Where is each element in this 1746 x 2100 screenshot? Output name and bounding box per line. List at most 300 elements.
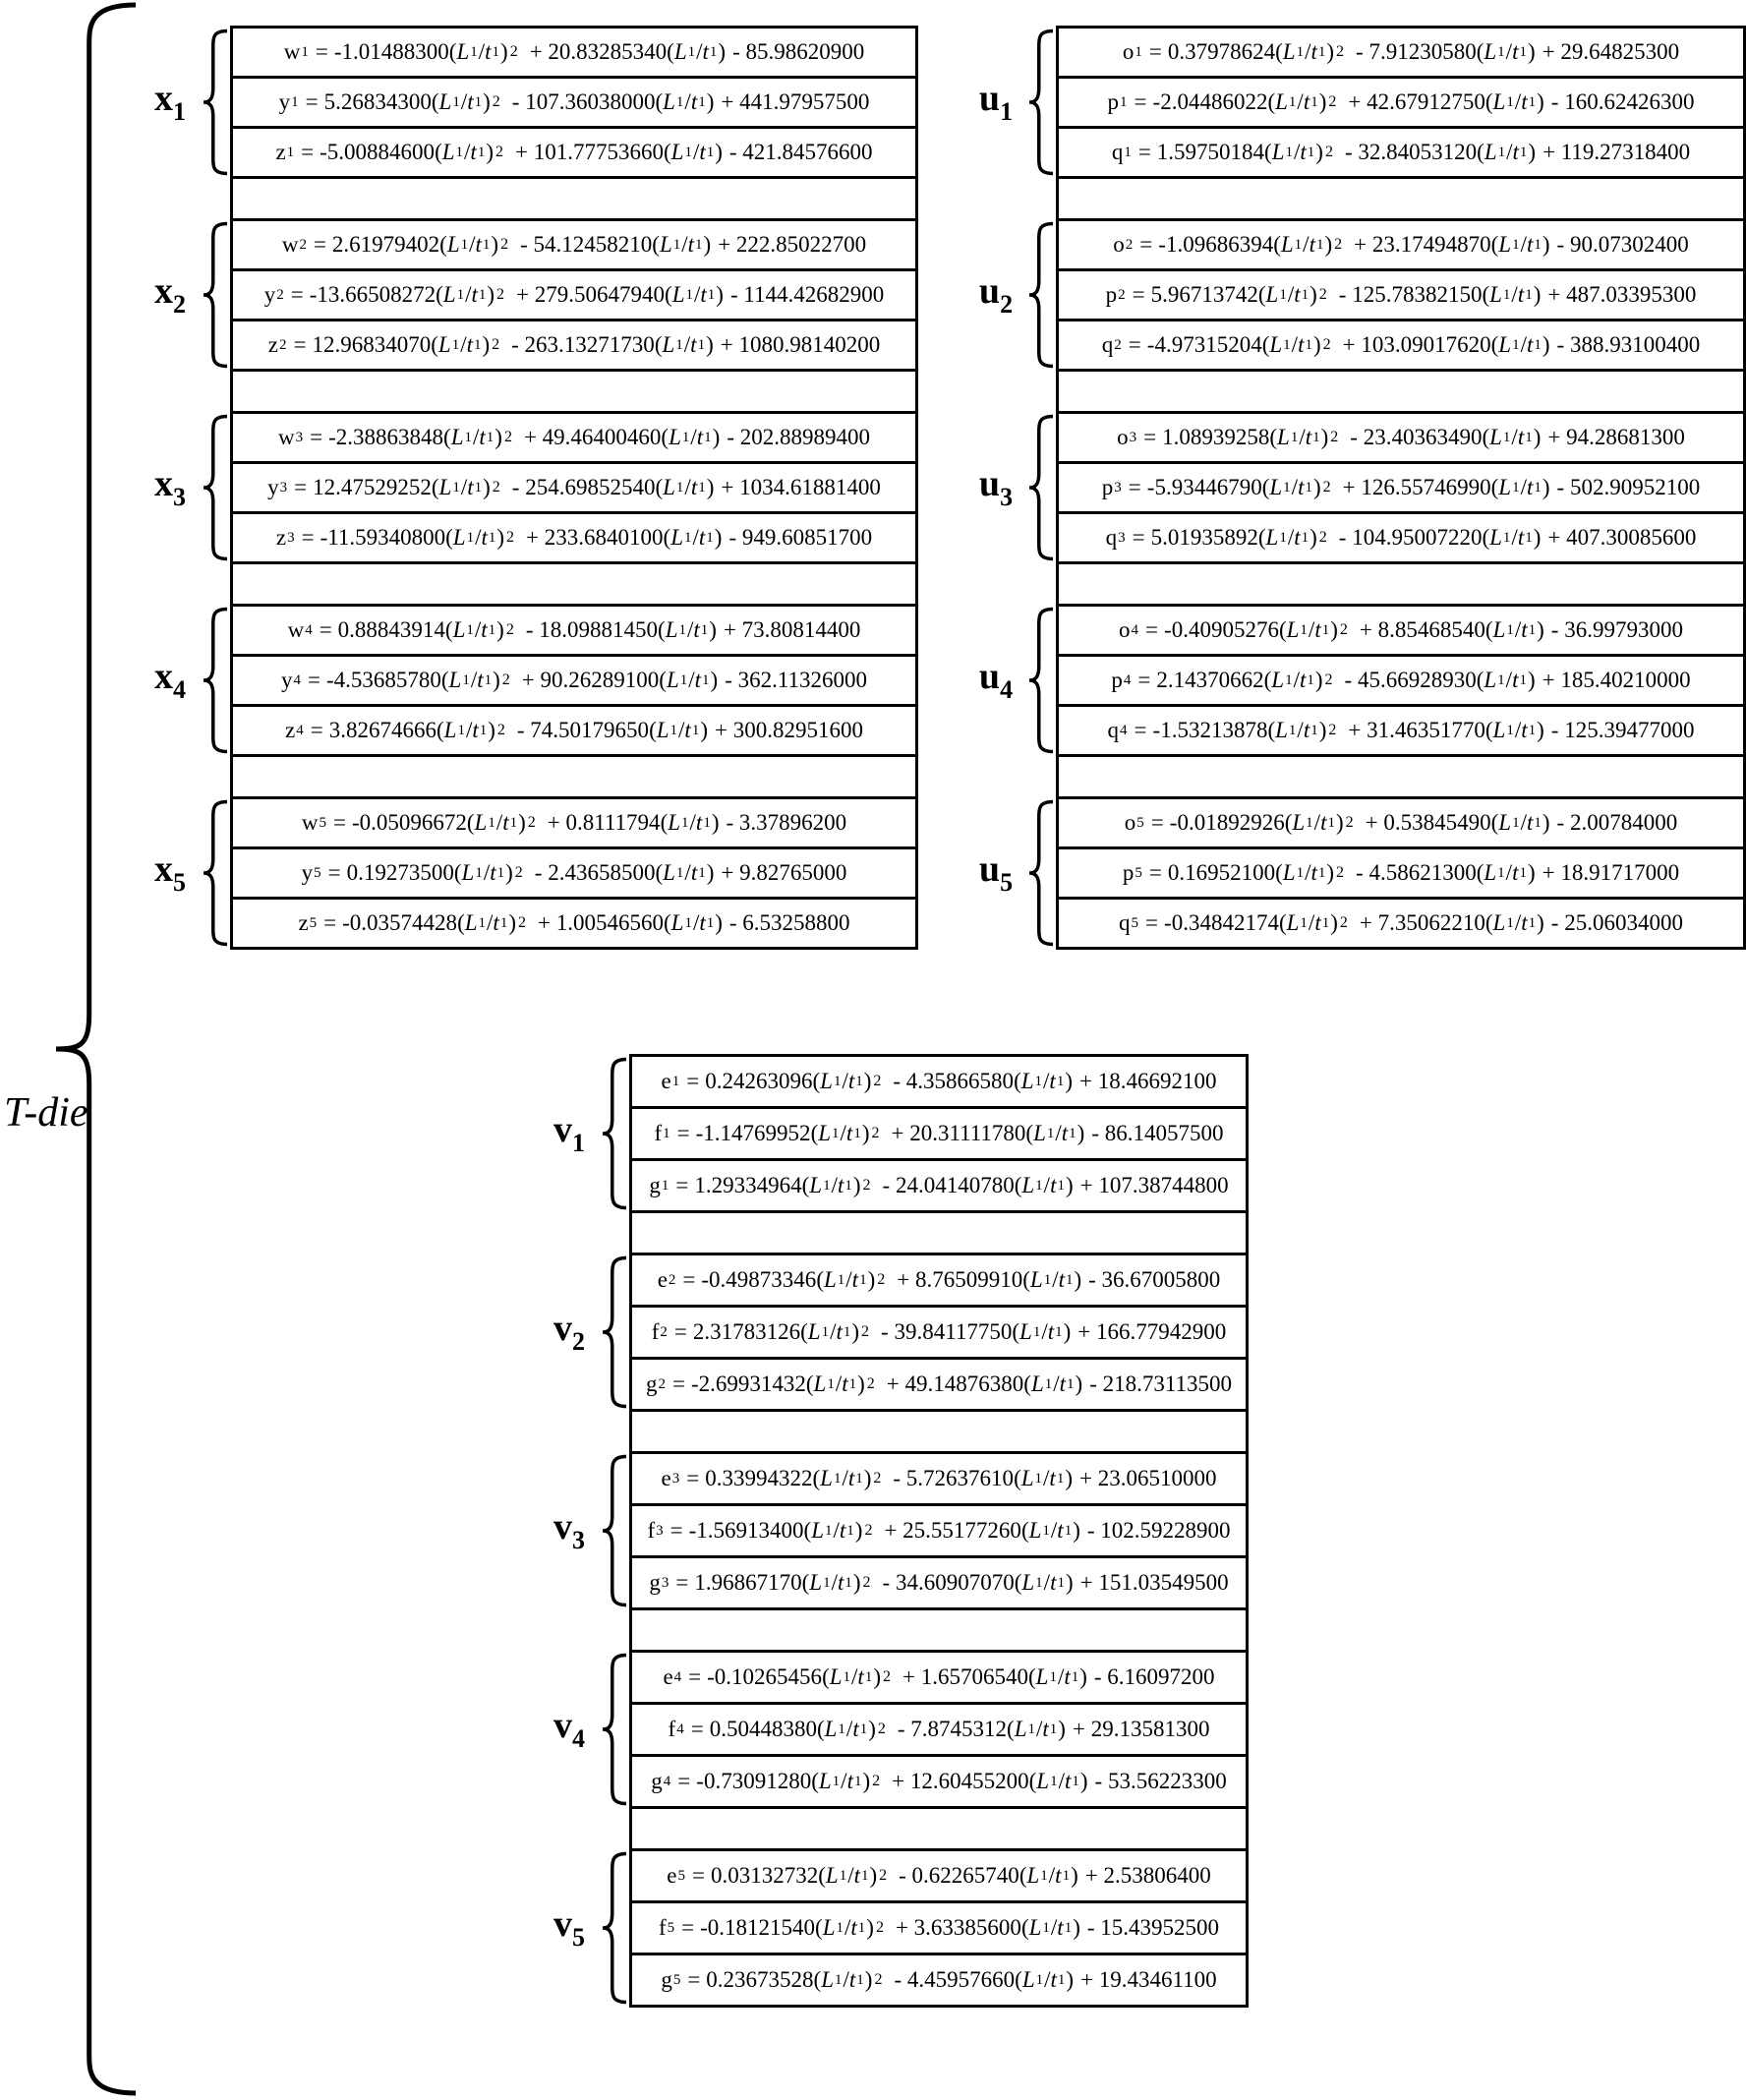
group-subscript: 4 [173,675,186,704]
open-paren: ( [811,1769,819,1793]
fraction-slash: / [483,860,491,885]
linear-coefficient: - 7.8745312 [897,1717,1008,1741]
close-paren: ) [715,140,723,164]
constant-term: + 73.80814400 [723,617,861,642]
linear-coefficient: - 23.40363490 [1350,425,1483,449]
lhs-subscript: 5 [309,914,318,931]
linear-coefficient: + 103.09017620 [1342,332,1491,357]
equals-sign: = [688,1664,702,1689]
fraction-slash: / [1520,475,1527,499]
lhs-variable: z [298,910,309,935]
numerator-subscript: 1 [466,621,474,638]
constant-term: + 23.06510000 [1078,1466,1217,1490]
curly-brace-icon [1027,28,1055,177]
quadratic-coefficient: -0.01892926 [1169,810,1285,835]
fraction-slash: / [1297,718,1304,742]
fraction-slash: / [692,910,700,935]
linear-coefficient: - 4.45957660 [894,1967,1016,1992]
numerator-L: L [438,89,452,114]
denominator-t: t [1064,1769,1072,1793]
group-u1 [965,26,1746,179]
fraction-slash: / [1041,1319,1048,1344]
close-paren: ) [1542,232,1550,257]
linear-coefficient: - 254.69852540 [511,475,656,499]
denominator-subscript: 1 [860,1867,869,1884]
linear-coefficient: + 25.55177260 [884,1518,1021,1543]
denominator-t: t [846,1769,853,1793]
fraction-slash: / [1043,1069,1050,1093]
equals-sign: = [1148,39,1162,64]
numerator-subscript: 1 [464,429,472,445]
fraction-slash: / [1505,668,1513,692]
lhs-variable: w [283,39,301,64]
equation-row-o1 [1056,26,1746,79]
linear-coefficient: - 39.84117750 [881,1319,1013,1344]
group-x3 [140,411,918,564]
lhs-variable: o [1117,425,1129,449]
denominator-t: t [1314,617,1321,642]
equation-row-f4 [629,1702,1249,1757]
denominator-t: t [1047,1319,1055,1344]
denominator-t: t [481,525,488,550]
denominator-subscript: 1 [1310,93,1318,110]
fraction-slash: / [684,860,691,885]
equals-sign: = [1145,617,1159,642]
group-label-u1 [965,80,1026,125]
linear-coefficient: + 0.8111794 [547,810,661,835]
constant-term: - 25.06034000 [1550,910,1683,935]
exponent: 2 [1322,479,1331,496]
denominator-subscript: 1 [1315,236,1324,253]
quadratic-coefficient: 0.24263096 [705,1069,813,1093]
open-paren: ( [1273,232,1281,257]
linear-coefficient: + 1.65706540 [902,1664,1028,1689]
numerator-subscript: 1 [1300,621,1308,638]
numerator-subscript: 1 [832,1125,840,1141]
denominator-subscript: 1 [1534,479,1542,496]
group-subscript: 3 [173,483,186,511]
fraction-slash: / [1043,1173,1051,1197]
equation-row-g5 [629,1953,1249,2008]
lhs-subscript: 5 [667,1919,675,1936]
denominator-subscript: 1 [1056,1470,1065,1487]
close-paren: ) [852,1173,861,1197]
open-paren: ( [1023,1371,1031,1396]
constant-term: - 85.98620900 [732,39,865,64]
close-paren: ) [863,1069,872,1093]
numerator-subscript: 1 [1288,722,1297,738]
close-paren: ) [1315,140,1323,164]
open-paren: ( [431,332,438,357]
numerator-subscript: 1 [685,286,693,303]
lhs-variable: g [651,1769,663,1793]
group-x5 [140,796,918,950]
numerator-subscript: 1 [1296,43,1305,60]
close-paren: ) [718,39,727,64]
quadratic-coefficient: -1.56913400 [688,1518,804,1543]
equals-sign: = [671,1371,685,1396]
group-letter: x [154,463,173,504]
lhs-variable: e [657,1267,668,1292]
quadratic-coefficient: 3.82674666 [328,718,436,742]
constant-term: - 160.62426300 [1550,89,1695,114]
denominator-t: t [1521,617,1528,642]
denominator-t: t [690,860,698,885]
denominator-t: t [1512,39,1519,64]
close-paren: ) [863,1466,872,1490]
equation-row-f3 [629,1503,1249,1558]
equation-row-q3 [1056,511,1746,564]
quadratic-coefficient: -4.97315204 [1146,332,1262,357]
lhs-subscript: 1 [1120,93,1128,110]
exponent: 2 [882,1668,891,1685]
numerator-subscript: 1 [1306,814,1313,831]
close-paren: ) [1533,525,1542,550]
fraction-slash: / [830,1319,837,1344]
lhs-subscript: 3 [295,429,304,445]
open-paren: ( [444,617,453,642]
denominator-t: t [852,1717,859,1741]
fraction-slash: / [465,718,473,742]
exponent: 2 [866,1375,875,1392]
open-paren: ( [810,1121,819,1145]
lhs-variable: p [1122,860,1135,885]
exponent: 2 [503,429,512,445]
group-subscript: 3 [1000,483,1014,511]
constant-term: + 2.53806400 [1084,1863,1211,1888]
fraction-slash: / [696,39,703,64]
close-paren: ) [1318,89,1327,114]
equation-table-v4 [629,1650,1249,1809]
constant-term: + 185.40210000 [1542,668,1691,692]
open-paren: ( [816,1717,825,1741]
open-paren: ( [663,140,671,164]
fraction-slash: / [831,1173,838,1197]
linear-coefficient: - 32.84053120 [1344,140,1478,164]
denominator-t: t [472,718,479,742]
fraction-slash: / [1514,718,1522,742]
close-paren: ) [869,1863,878,1888]
denominator-t: t [687,232,695,257]
numerator-L: L [1484,39,1497,64]
exponent: 2 [496,286,505,303]
constant-term: - 421.84576600 [728,140,873,164]
close-paren: ) [1065,1466,1073,1490]
open-paren: ( [816,1267,824,1292]
open-paren: ( [439,232,447,257]
open-paren: ( [655,475,664,499]
lhs-variable: y [280,668,293,692]
group-subscript: 1 [173,97,186,126]
equals-sign: = [1134,718,1147,742]
equals-sign: = [290,282,304,307]
spacer-row [629,1210,1249,1255]
group-brace-v5 [600,1850,629,2006]
denominator-t: t [1309,232,1315,257]
exponent: 2 [517,914,526,931]
linear-coefficient: - 5.72637610 [893,1466,1015,1490]
numerator-L: L [1265,525,1279,550]
denominator-t: t [684,718,691,742]
equals-sign: = [1143,425,1157,449]
equation-row-e5 [629,1848,1249,1903]
numerator-subscript: 1 [1034,1470,1043,1487]
numerator-L: L [1280,232,1294,257]
group-v4 [539,1650,1249,1809]
lhs-variable: z [285,718,296,742]
constant-term: - 36.99793000 [1550,617,1683,642]
quadratic-coefficient: 2.14370662 [1156,668,1264,692]
close-paren: ) [483,89,491,114]
denominator-t: t [490,860,496,885]
equals-sign: = [313,232,326,257]
group-label-x3 [140,465,201,510]
lhs-subscript: 3 [287,529,295,546]
exponent: 2 [875,1919,884,1936]
equation-row-o2 [1056,218,1746,271]
close-paren: ) [1063,1319,1072,1344]
open-paren: ( [1482,282,1490,307]
lhs-subscript: 2 [658,1375,666,1392]
numerator-subscript: 1 [1288,93,1297,110]
numerator-L: L [673,39,687,64]
fraction-slash: / [1308,617,1315,642]
numerator-L: L [665,617,678,642]
fraction-slash: / [1291,475,1299,499]
equals-sign: = [310,718,323,742]
open-paren: ( [812,1069,821,1093]
close-paren: ) [1527,668,1536,692]
open-paren: ( [1020,1518,1029,1543]
equals-sign: = [675,1570,689,1595]
open-paren: ( [801,1570,810,1595]
close-paren: ) [852,1570,861,1595]
denominator-t: t [1303,718,1310,742]
close-paren: ) [491,232,499,257]
lhs-variable: y [278,89,291,114]
t-die-label: T-die [4,1090,88,1136]
quadratic-coefficient: 1.08939258 [1162,425,1270,449]
close-paren: ) [712,425,721,449]
equation-row-y3 [230,461,918,514]
denominator-t: t [481,617,488,642]
equation-table-u2 [1056,218,1746,372]
exponent: 2 [1336,864,1345,881]
denominator-subscript: 1 [859,1721,868,1737]
denominator-subscript: 1 [691,722,700,738]
group-x4 [140,604,918,757]
constant-term: + 407.30085600 [1547,525,1697,550]
numerator-L: L [1269,332,1283,357]
open-paren: ( [803,1518,812,1543]
constant-term: + 107.38744800 [1079,1173,1229,1197]
close-paren: ) [1065,1069,1073,1093]
fraction-slash: / [460,332,467,357]
linear-coefficient: + 126.55746990 [1342,475,1491,499]
equation-row-z4 [230,704,918,757]
numerator-subscript: 1 [835,1971,843,1988]
numerator-subscript: 1 [1497,864,1505,881]
lhs-subscript: 5 [1136,814,1144,831]
denominator-t: t [690,332,697,357]
denominator-subscript: 1 [474,93,483,110]
denominator-t: t [699,140,706,164]
denominator-subscript: 1 [1534,236,1542,253]
constant-term: + 1034.61881400 [721,475,881,499]
exponent: 2 [877,1271,886,1288]
open-paren: ( [436,718,444,742]
group-brace-v3 [600,1453,629,1608]
close-paren: ) [1542,475,1550,499]
numerator-L: L [1498,232,1512,257]
linear-coefficient: - 54.12458210 [520,232,653,257]
fraction-slash: / [1520,232,1527,257]
open-paren: ( [1275,39,1283,64]
lhs-subscript: 3 [1118,529,1126,546]
constant-term: - 6.53258800 [728,910,850,935]
numerator-L: L [1277,425,1290,449]
denominator-subscript: 1 [486,429,495,445]
numerator-L: L [820,1069,833,1093]
lhs-subscript: 4 [305,621,313,638]
equals-sign: = [690,1717,704,1741]
quadratic-coefficient: -5.93446790 [1146,475,1262,499]
close-paren: ) [716,282,724,307]
equals-sign: = [1134,89,1147,114]
quadratic-coefficient: -0.49873346 [701,1267,817,1292]
quadratic-coefficient: 2.61979402 [331,232,440,257]
denominator-subscript: 1 [1317,43,1326,60]
exponent: 2 [509,43,518,60]
denominator-subscript: 1 [1057,1177,1065,1194]
lhs-subscript: 4 [663,1773,671,1789]
group-brace-v4 [600,1652,629,1807]
fraction-slash: / [686,617,694,642]
equals-sign: = [1128,475,1141,499]
equation-row-p4 [1056,654,1746,707]
denominator-subscript: 1 [702,671,710,688]
group-letter: u [978,270,1001,312]
group-label-v2 [539,1310,600,1355]
numerator-L: L [1020,1069,1034,1093]
spacer-row [230,754,918,799]
denominator-subscript: 1 [1525,286,1533,303]
denominator-t: t [1512,140,1519,164]
close-paren: ) [1065,1570,1074,1595]
numerator-subscript: 1 [1294,236,1303,253]
equation-table-v3 [629,1451,1249,1610]
numerator-subscript: 1 [1285,144,1294,160]
numerator-subscript: 1 [1502,529,1511,546]
constant-term: - 502.90952100 [1556,475,1701,499]
close-paren: ) [1077,1121,1085,1145]
close-paren: ) [496,617,504,642]
quadratic-coefficient: -0.18121540 [700,1915,816,1940]
denominator-subscript: 1 [709,43,718,60]
exponent: 2 [492,479,500,496]
equation-row-z5 [230,897,918,950]
denominator-t: t [842,1371,848,1396]
numerator-subscript: 1 [672,236,681,253]
denominator-subscript: 1 [844,1177,852,1194]
numerator-L: L [809,1173,823,1197]
spacer-row [1056,561,1746,607]
close-paren: ) [505,860,513,885]
group-letter: x [154,848,173,890]
numerator-L: L [811,1518,824,1543]
quadratic-coefficient: 0.03132732 [710,1863,819,1888]
open-paren: ( [655,860,664,885]
numerator-subscript: 1 [1034,1073,1043,1089]
denominator-t: t [470,140,477,164]
numerator-L: L [448,668,462,692]
denominator-subscript: 1 [1534,336,1542,353]
denominator-subscript: 1 [509,814,518,831]
denominator-subscript: 1 [1301,529,1310,546]
equation-row-z2 [230,319,918,372]
numerator-subscript: 1 [679,671,688,688]
open-paren: ( [1490,332,1499,357]
lhs-subscript: 4 [1131,621,1139,638]
group-v3 [539,1451,1249,1610]
lhs-variable: f [647,1518,656,1543]
quadratic-coefficient: -4.53685780 [325,668,441,692]
open-paren: ( [1476,668,1484,692]
quadratic-coefficient: -0.10265456 [707,1664,823,1689]
linear-coefficient: - 263.13271730 [511,332,655,357]
linear-coefficient: - 45.66928930 [1344,668,1477,692]
linear-coefficient: + 31.46351770 [1348,718,1485,742]
fraction-slash: / [1293,668,1300,692]
close-paren: ) [1542,332,1550,357]
denominator-subscript: 1 [1519,43,1527,60]
linear-coefficient: + 3.63385600 [895,1915,1021,1940]
equation-row-q5 [1056,897,1746,950]
denominator-subscript: 1 [1525,529,1533,546]
exponent: 2 [1324,671,1333,688]
numerator-L: L [829,1664,843,1689]
numerator-L: L [1484,668,1497,692]
numerator-subscript: 1 [1035,1177,1043,1194]
denominator-t: t [1061,1121,1069,1145]
equation-row-g4 [629,1754,1249,1809]
linear-coefficient: + 233.6840100 [526,525,664,550]
constant-term: + 222.85022700 [718,232,867,257]
denominator-subscript: 1 [855,1073,863,1089]
equals-sign: = [1148,860,1162,885]
numerator-L: L [452,617,466,642]
lhs-subscript: 5 [677,1867,685,1884]
numerator-subscript: 1 [1035,1971,1044,1988]
quadratic-coefficient: 5.01935892 [1150,525,1258,550]
group-u3 [965,411,1746,564]
lhs-variable: w [277,425,295,449]
group-x1 [140,26,918,179]
lhs-variable: w [281,232,299,257]
linear-coefficient: + 23.17494870 [1354,232,1491,257]
fraction-slash: / [478,39,486,64]
fraction-slash: / [1036,1717,1043,1741]
equals-sign: = [686,1069,700,1093]
close-paren: ) [1326,860,1335,885]
equals-sign: = [1145,910,1159,935]
quadratic-coefficient: -2.69931432 [690,1371,806,1396]
close-paren: ) [486,140,494,164]
denominator-subscript: 1 [1056,1073,1065,1089]
group-v5 [539,1848,1249,2008]
lhs-subscript: 3 [661,1574,669,1591]
linear-coefficient: + 12.60455200 [892,1769,1029,1793]
